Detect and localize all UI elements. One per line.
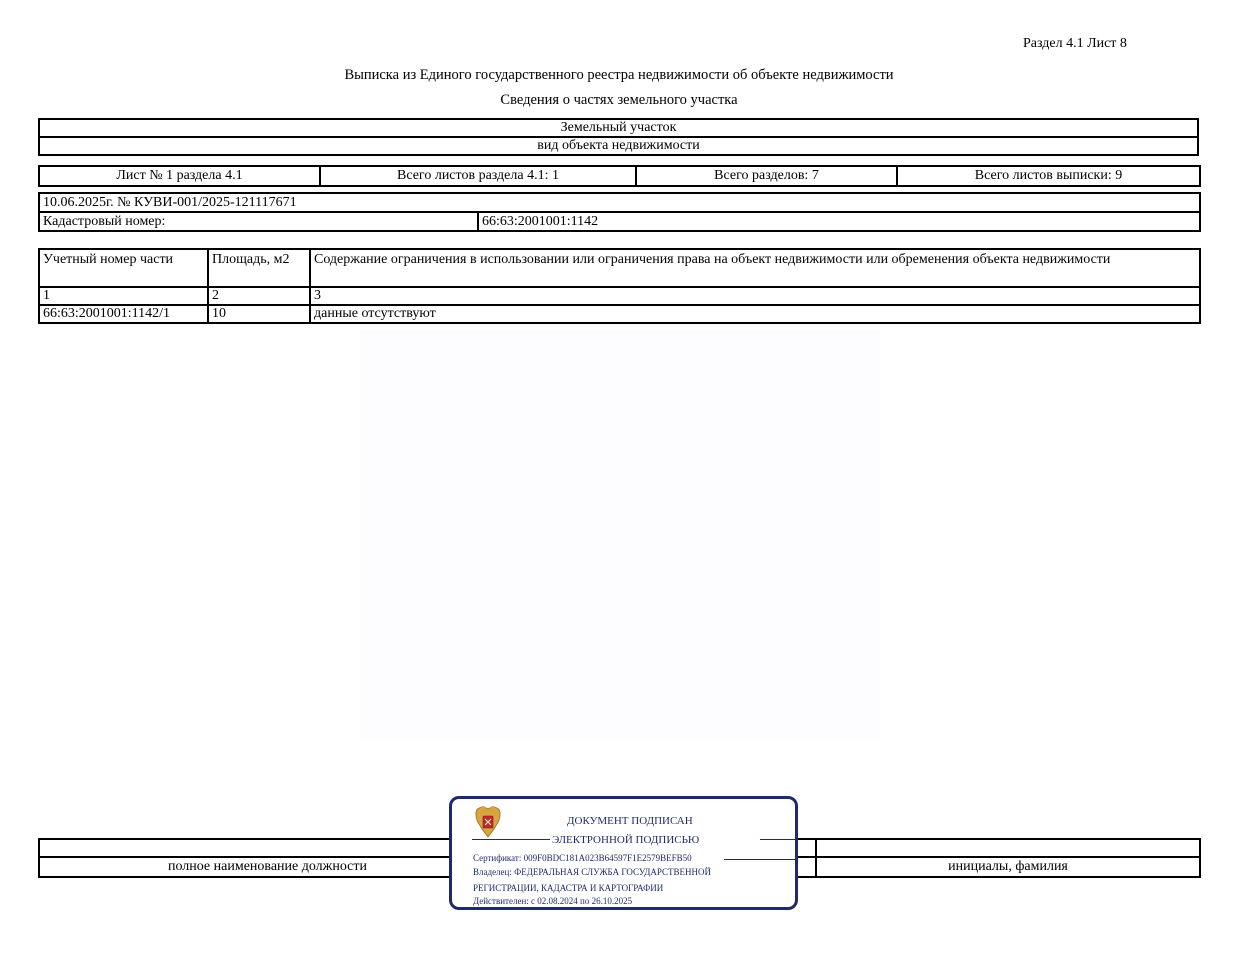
name-field <box>816 839 1200 857</box>
column-number: 1 <box>39 287 208 305</box>
sheet-number: Лист № 1 раздела 4.1 <box>39 166 320 186</box>
position-caption: полное наименование должности <box>39 857 496 877</box>
registration-table <box>38 192 1201 232</box>
cadastral-number: 66:63:2001001:1142 <box>478 212 1200 231</box>
header-area: Площадь, м2 <box>208 249 310 287</box>
electronic-signature-stamp <box>449 796 798 910</box>
extract-sheets-total: Всего листов выписки: 9 <box>897 166 1200 186</box>
document-title: Выписка из Единого государственного реестра недвижимости об объекте недвижимости <box>344 67 894 83</box>
table-row <box>39 305 1200 323</box>
column-number: 2 <box>208 287 310 305</box>
page-label: Раздел 4.1 Лист 8 <box>1023 36 1127 51</box>
object-type-caption: вид объекта недвижимости <box>39 137 1198 155</box>
restriction-cell: данные отсутствуют <box>310 305 1200 323</box>
header-part-number: Учетный номер части <box>39 249 208 287</box>
name-caption: инициалы, фамилия <box>816 857 1200 877</box>
column-number: 3 <box>310 287 1200 305</box>
sections-total: Всего разделов: 7 <box>636 166 897 186</box>
section-sheets-total: Всего листов раздела 4.1: 1 <box>320 166 636 186</box>
header-restriction: Содержание ограничения в использовании или ограничения права на объект недвижимости или обременения объекта недвижимости <box>310 249 1200 287</box>
stamp-owner-line-2: РЕГИСТРАЦИИ, КАДАСТРА И КАРТОГРАФИИ <box>473 883 664 893</box>
stamp-certificate: Сертификат: 009F0BDC181A023B64597F1E2579BEFB50 <box>473 853 692 863</box>
object-type: Земельный участок <box>39 119 1198 137</box>
stamp-rule <box>760 839 795 840</box>
land-parts-table <box>38 248 1201 324</box>
coat-of-arms-icon <box>472 803 504 843</box>
position-field <box>39 839 496 857</box>
cadastral-label: Кадастровый номер: <box>39 212 478 231</box>
object-type-table <box>38 118 1199 156</box>
stamp-rule <box>472 839 550 840</box>
extract-date-number: 10.06.2025г. № КУВИ-001/2025-121117671 <box>39 193 1200 212</box>
stamp-rule <box>724 859 795 860</box>
area-cell: 10 <box>208 305 310 323</box>
stamp-owner-line-1: Владелец: ФЕДЕРАЛЬНАЯ СЛУЖБА ГОСУДАРСТВЕННОЙ <box>473 867 712 877</box>
stamp-line-2: ЭЛЕКТРОННОЙ ПОДПИСЬЮ <box>552 834 700 846</box>
stamp-validity: Действителен: с 02.08.2024 по 26.10.2025 <box>473 896 633 906</box>
stamp-line-1: ДОКУМЕНТ ПОДПИСАН <box>567 815 693 827</box>
sheets-info-table <box>38 165 1201 187</box>
document-subtitle: Сведения о частях земельного участка <box>500 92 738 108</box>
blank-area <box>360 330 880 740</box>
part-number-cell: 66:63:2001001:1142/1 <box>39 305 208 323</box>
